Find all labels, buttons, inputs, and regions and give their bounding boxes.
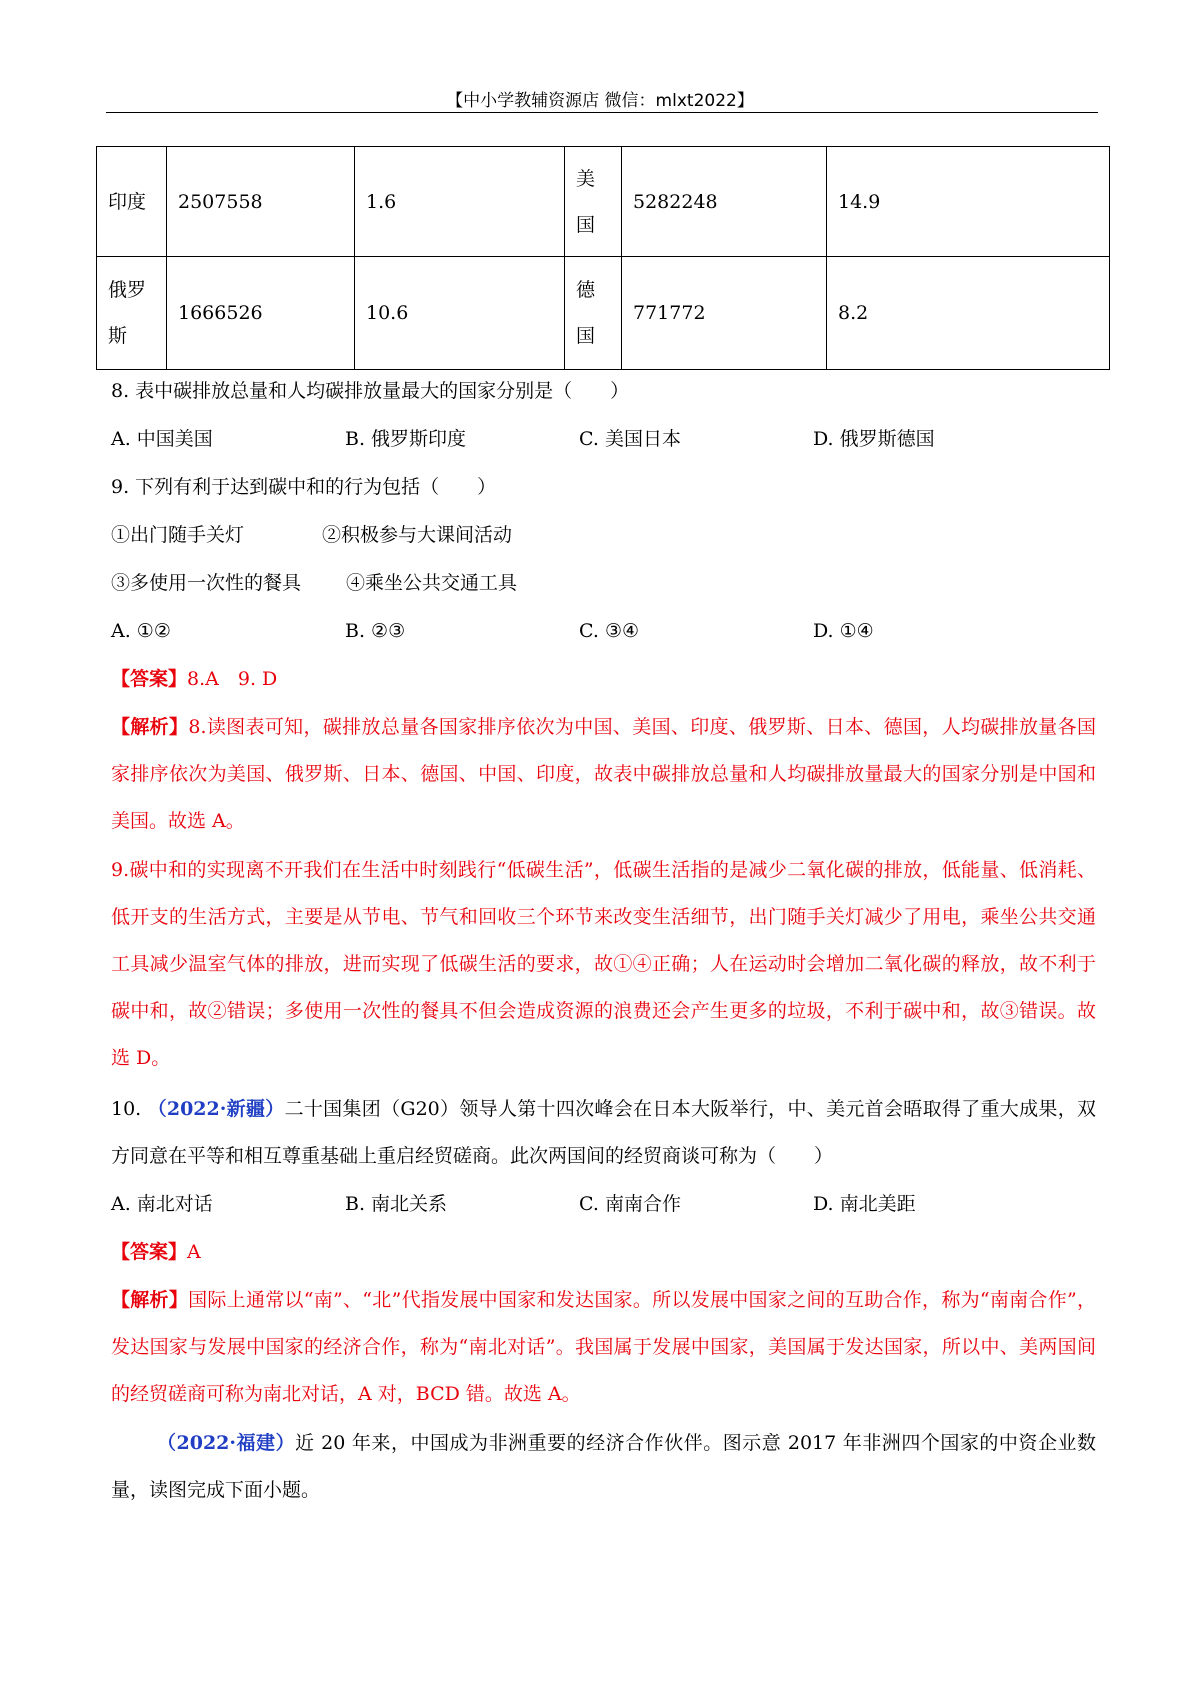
table-cell-value: 771772 (622, 257, 827, 370)
answer-label: 【答案】 (111, 1241, 188, 1263)
table-row (97, 257, 1110, 370)
q10-option-b: B. 南北关系 (345, 1193, 448, 1215)
question-10-source: （2022·新疆） (147, 1098, 285, 1120)
answer-value: 8.A 9. D (187, 668, 278, 690)
page-header: 【中小学教辅资源店 微信：mlxt2022】 (446, 91, 754, 111)
question-10-text: 二十国集团（G20）领导人第十四次峰会在日本大阪举行，中、美元首会晤取得了重大成果，双方同意在平等和相互尊重基础上重启经贸磋商。此次两国间的经贸商谈可称为（ ） (111, 1098, 1097, 1167)
q10-option-a: A. 南北对话 (111, 1193, 213, 1215)
intro-text: 近 20 年来，中国成为非洲重要的经济合作伙伴。图示意 2017 年非洲四个国家的中资企业数量，读图完成下面小题。 (111, 1432, 1096, 1501)
table-cell-country: 德国 (565, 257, 622, 370)
analysis-label: 【解析】 (111, 716, 189, 738)
question-10-stem (111, 1086, 1096, 1180)
table-cell-value: 2507558 (167, 147, 355, 257)
answer-value: A (187, 1241, 201, 1263)
q9-option-a: A. ①② (111, 620, 171, 642)
analysis-8-text: 8.读图表可知，碳排放总量各国家排序依次为中国、美国、印度、俄罗斯、日本、德国，人均碳排放量各国家排序依次为美国、俄罗斯、日本、德国、中国、印度，故表中碳排放总量和人均碳排放量最大的国家分别是中国和美国。故选 A。 (111, 716, 1096, 832)
q9-item-3: ③多使用一次性的餐具 (111, 572, 302, 594)
table-cell-country: 美国 (565, 147, 622, 257)
q9-option-d: D. ①④ (813, 620, 874, 642)
table-cell-value: 14.9 (827, 147, 1110, 257)
answer-label: 【答案】 (111, 668, 188, 690)
intro-source: （2022·福建） (157, 1432, 296, 1454)
section-intro (111, 1420, 1096, 1514)
table-cell-value: 8.2 (827, 257, 1110, 370)
table-cell-country: 俄罗斯 (97, 257, 167, 370)
q10-option-c: C. 南南合作 (579, 1193, 681, 1215)
question-8-stem: 8. 表中碳排放总量和人均碳排放量最大的国家分别是（ ） (111, 380, 630, 402)
q8-option-c: C. 美国日本 (579, 428, 681, 450)
table-cell-value: 5282248 (622, 147, 827, 257)
q9-item-2: ②积极参与大课间活动 (322, 524, 513, 546)
table-cell-value: 1666526 (167, 257, 355, 370)
q8-option-a: A. 中国美国 (111, 428, 213, 450)
q10-option-d: D. 南北美距 (813, 1193, 916, 1215)
analysis-label: 【解析】 (111, 1289, 189, 1311)
table-cell-value: 1.6 (355, 147, 565, 257)
q9-option-c: C. ③④ (579, 620, 640, 642)
answer-10 (111, 1229, 1101, 1276)
analysis-10-text: 国际上通常以“南”、“北”代指发展中国家和发达国家。所以发展中国家之间的互助合作，称为“南南合作”，发达国家与发展中国家的经济合作，称为“南北对话”。我国属于发展中国家，美国属于发达国家，所以中、美两国间的经贸磋商可称为南北对话，A 对，BCD 错。故选 A。 (111, 1289, 1096, 1405)
question-10-number: 10. (111, 1098, 148, 1120)
q8-option-b: B. 俄罗斯印度 (345, 428, 467, 450)
answer-8-9 (111, 656, 1101, 703)
carbon-emission-table (96, 146, 1110, 370)
analysis-10 (111, 1277, 1096, 1418)
header-divider (106, 112, 1098, 113)
q9-item-1: ①出门随手关灯 (111, 524, 245, 546)
analysis-9: 9.碳中和的实现离不开我们在生活中时刻践行“低碳生活”，低碳生活指的是减少二氧化碳的排放，低能量、低消耗、低开支的生活方式，主要是从节电、节气和回收三个环节来改变生活细节，出门随手关灯减少了用电，乘坐公共交通工具减少温室气体的排放，进而实现了低碳生活的要求，故①④正确；人在运动时会增加二氧化碳的释放，故不利于碳中和，故②错误；多使用一次性的餐具不但会造成资源的浪费还会产生更多的垃圾，不利于碳中和，故③错误。故选 D。 (111, 859, 1096, 1069)
table-cell-country: 印度 (97, 147, 167, 257)
question-9-stem: 9. 下列有利于达到碳中和的行为包括（ ） (111, 476, 497, 498)
q9-option-b: B. ②③ (345, 620, 406, 642)
analysis-8 (111, 704, 1096, 845)
q8-option-d: D. 俄罗斯德国 (813, 428, 935, 450)
table-row (97, 147, 1110, 257)
table-cell-value: 10.6 (355, 257, 565, 370)
q9-item-4: ④乘坐公共交通工具 (346, 572, 518, 594)
